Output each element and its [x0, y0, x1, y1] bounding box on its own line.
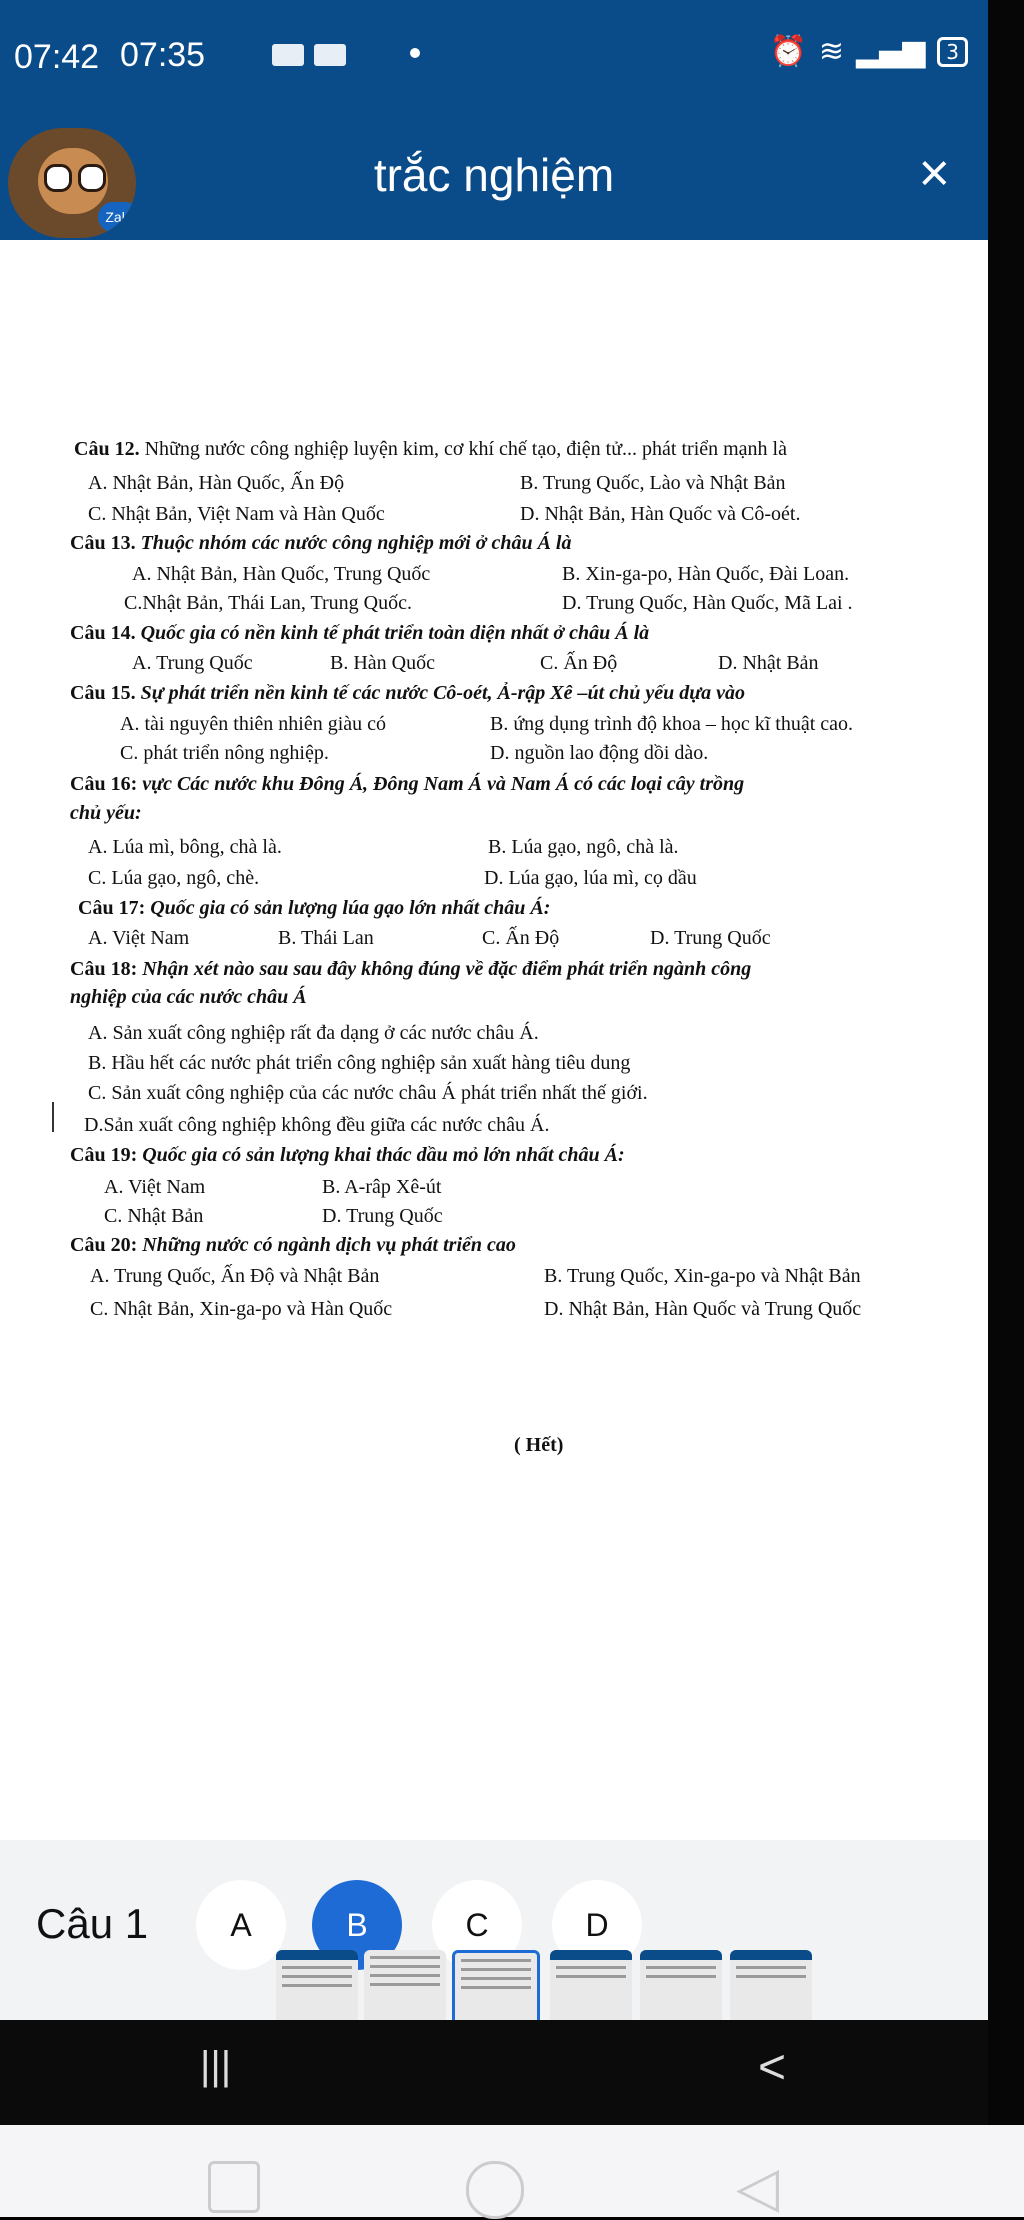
question-line: [74, 438, 787, 461]
question-line: [70, 682, 745, 705]
answer-option-text: C. Nhật Bản: [104, 1205, 204, 1227]
answer-option-text: A. Trung Quốc: [132, 652, 253, 674]
answer-option-text: A. Trung Quốc, Ấn Độ và Nhật Bản: [90, 1265, 380, 1287]
answer-option-text: B. Thái Lan: [278, 927, 374, 949]
question-line: [78, 897, 550, 920]
close-button[interactable]: ×: [918, 143, 950, 203]
answer-option-text: A. Việt Nam: [88, 927, 190, 949]
answer-option-text: B. ứng dụng trình độ khoa – học kĩ thuật cao.: [490, 713, 854, 735]
zalo-notification-icon: [272, 44, 304, 66]
text-line: [70, 986, 307, 1009]
end-mark: ( Hết): [514, 1434, 564, 1456]
more-notifications-dot: [410, 48, 420, 58]
answer-option-text: C. Ấn Độ: [482, 927, 560, 949]
question-number: Câu 14.: [70, 622, 136, 644]
question-text: Quốc gia có nền kinh tế phát triển toàn diện nhất ở châu Á là: [135, 622, 650, 644]
question-text: chủ yếu:: [70, 802, 142, 824]
question-number: Câu 18:: [70, 958, 138, 980]
answer-option-text: C.Nhật Bản, Thái Lan, Trung Quốc.: [124, 592, 412, 614]
status-bar: [0, 0, 988, 120]
system-status-icons: [770, 34, 968, 69]
text-line: [70, 802, 142, 825]
answer-option-text: D. Trung Quốc: [322, 1205, 443, 1227]
document-image: [0, 240, 988, 1840]
question-line: [70, 958, 751, 981]
answer-option-text: B. Lúa gạo, ngô, chà là.: [488, 836, 679, 858]
option-b-button[interactable]: B: [312, 1880, 402, 1970]
home-key[interactable]: [466, 2161, 524, 2219]
question-text: nghiệp của các nước châu Á: [70, 986, 307, 1008]
in-app-nav-bar: [0, 2020, 988, 2125]
answer-option-text: A. Việt Nam: [104, 1176, 206, 1198]
line-text: C. Sản xuất công nghiệp của các nước châu Á phát triển nhất thế giới.: [88, 1082, 648, 1104]
answer-option-text: C. phát triển nông nghiệp.: [120, 742, 329, 764]
answer-option-text: C. Nhật Bản, Việt Nam và Hàn Quốc: [88, 503, 385, 525]
status-time: 07:42: [14, 38, 100, 76]
wifi-icon: ≋: [818, 34, 845, 69]
question-text: vực Các nước khu Đông Á, Đông Nam Á và Nam Á có các loại cây trồng: [137, 773, 745, 795]
notification-icons: [272, 44, 346, 66]
question-line: [70, 622, 649, 645]
answer-option-text: C. Nhật Bản, Xin-ga-po và Hàn Quốc: [90, 1298, 393, 1320]
notification-time: 07:35: [120, 36, 206, 74]
answer-option-text: D. Nhật Bản, Hàn Quốc và Cô-oét.: [520, 503, 801, 525]
option-d-button[interactable]: D: [552, 1880, 642, 1970]
answer-option-text: A. tài nguyên thiên nhiên giàu có: [120, 713, 387, 735]
answer-option-text: D. nguồn lao động dồi dào.: [490, 742, 709, 764]
answer-option-text: B. A-râp Xê-út: [322, 1176, 442, 1198]
answer-option-text: B. Xin-ga-po, Hàn Quốc, Đài Loan.: [562, 563, 850, 585]
screen-edge: [988, 0, 1024, 2125]
question-number: Câu 17:: [78, 897, 146, 919]
line-text: D.Sản xuất công nghiệp không đều giữa các nước châu Á.: [84, 1114, 550, 1136]
question-number: Câu 12.: [74, 438, 140, 460]
line-text: B. Hầu hết các nước phát triển công nghiệp sản xuất hàng tiêu dung: [88, 1052, 631, 1074]
question-line: [70, 1234, 516, 1257]
battery-icon: 3: [937, 37, 968, 67]
app-bar: [0, 120, 988, 240]
answer-option-text: B. Trung Quốc, Lào và Nhật Bản: [520, 472, 786, 494]
line-text: A. Sản xuất công nghiệp rất đa dạng ở các nước châu Á.: [88, 1022, 539, 1044]
answer-option-text: C. Lúa gạo, ngô, chè.: [88, 867, 260, 889]
text-line: [84, 1114, 549, 1137]
answer-option-text: A. Nhật Bản, Hàn Quốc, Ấn Độ: [88, 472, 345, 494]
answer-option-text: A. Nhật Bản, Hàn Quốc, Trung Quốc: [132, 563, 431, 585]
question-text: Nhận xét nào sau sau đây không đúng về đặc điểm phát triển ngành công: [137, 958, 752, 980]
text-line: [88, 1082, 648, 1105]
answer-option-text: D. Lúa gạo, lúa mì, cọ dầu: [484, 867, 697, 889]
question-number: Câu 13.: [70, 532, 136, 554]
back-button[interactable]: <: [758, 2041, 787, 2094]
text-line: [88, 1052, 630, 1075]
question-line: [70, 532, 571, 555]
question-text: Quốc gia có sản lượng lúa gạo lớn nhất châu Á:: [145, 897, 551, 919]
text-line: [88, 1022, 539, 1045]
question-text: Thuộc nhóm các nước công nghiệp mới ở châu Á là: [135, 532, 572, 554]
recents-key[interactable]: [208, 2161, 260, 2213]
question-text: Quốc gia có sản lượng khai thác dầu mỏ lớn nhất châu Á:: [137, 1144, 625, 1166]
answer-option-text: D. Nhật Bản: [718, 652, 819, 674]
alarm-icon: ⏰: [769, 34, 807, 69]
option-a-button[interactable]: A: [196, 1880, 286, 1970]
page-title: trắc nghiệm: [373, 149, 615, 201]
question-text: Sự phát triển nền kinh tế các nước Cô-oét, Ả-rập Xê –út chủ yếu dựa vào: [135, 682, 746, 704]
system-navigation-bar: [0, 2125, 1024, 2220]
recent-apps-button[interactable]: |||: [200, 2044, 232, 2088]
question-line: [70, 1144, 625, 1167]
answer-option-text: D. Nhật Bản, Hàn Quốc và Trung Quốc: [544, 1298, 862, 1320]
back-key[interactable]: ◁: [736, 2155, 780, 2220]
answer-option-text: A. Lúa mì, bông, chà là.: [88, 836, 282, 858]
margin-mark: [52, 1102, 54, 1132]
zalo-badge: Zalo: [98, 202, 136, 232]
question-label: Câu 1: [36, 1900, 149, 1947]
option-c-button[interactable]: C: [432, 1880, 522, 1970]
question-text: Những nước có ngành dịch vụ phát triển cao: [137, 1234, 516, 1256]
answer-option-text: B. Trung Quốc, Xin-ga-po và Nhật Bản: [544, 1265, 861, 1287]
zalo-notification-icon: [314, 44, 346, 66]
question-number: Câu 19:: [70, 1144, 138, 1166]
question-number: Câu 15.: [70, 682, 136, 704]
question-line: [70, 773, 744, 796]
answer-option-text: B. Hàn Quốc: [330, 652, 435, 674]
question-number: Câu 16:: [70, 773, 138, 795]
question-number: Câu 20:: [70, 1234, 138, 1256]
answer-option-text: C. Ấn Độ: [540, 652, 618, 674]
answer-option-text: D. Trung Quốc: [650, 927, 771, 949]
signal-icon: ▂▄▆: [856, 34, 926, 69]
answer-option-text: D. Trung Quốc, Hàn Quốc, Mã Lai .: [562, 592, 853, 614]
line-text: Những nước công nghiệp luyện kim, cơ khí chế tạo, điện tử... phát triển mạnh là: [139, 438, 787, 460]
